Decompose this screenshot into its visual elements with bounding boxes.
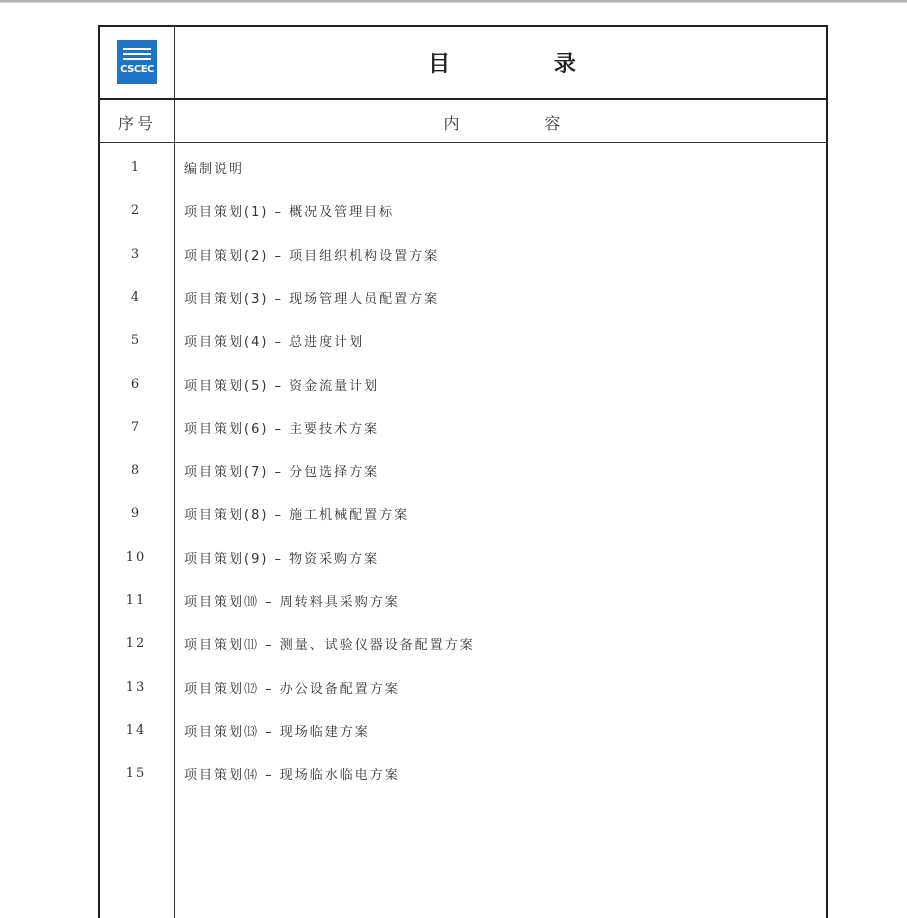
header-number: 序号 bbox=[117, 113, 156, 133]
title-divider bbox=[98, 98, 828, 100]
logo-icon bbox=[117, 40, 157, 84]
row-number: 10 bbox=[125, 549, 147, 565]
row-number: 15 bbox=[125, 766, 147, 782]
table-row bbox=[98, 233, 828, 276]
row-number: 9 bbox=[130, 506, 142, 522]
row-number: 14 bbox=[125, 722, 147, 738]
row-content: 项目策划⑿ – 办公设备配置方案 bbox=[184, 681, 400, 697]
table-row bbox=[98, 189, 828, 232]
row-number: 1 bbox=[130, 160, 142, 175]
table-row bbox=[98, 536, 828, 579]
row-content: 项目策划(6) – 主要技术方案 bbox=[184, 421, 380, 437]
row-content: 项目策划⑽ – 周转料具采购方案 bbox=[184, 595, 400, 610]
row-content: 项目策划(8) – 施工机械配置方案 bbox=[184, 508, 410, 524]
table-row bbox=[98, 666, 828, 709]
row-number: 8 bbox=[130, 463, 142, 479]
row-content: 项目策划⒁ – 现场临水临电方案 bbox=[184, 768, 400, 784]
row-number: 3 bbox=[130, 246, 142, 262]
table-row bbox=[98, 752, 828, 795]
table-row bbox=[98, 319, 828, 362]
row-number: 5 bbox=[130, 333, 142, 349]
table-row bbox=[98, 709, 828, 752]
table-row bbox=[98, 276, 828, 319]
company-logo bbox=[117, 40, 157, 84]
page-top-rule bbox=[0, 0, 907, 3]
table-row bbox=[98, 146, 828, 189]
row-number: 11 bbox=[125, 593, 147, 608]
row-content: 项目策划(9) – 物资采购方案 bbox=[184, 551, 380, 567]
document-title: 目 录 bbox=[428, 52, 624, 77]
row-number: 12 bbox=[125, 636, 147, 652]
row-content: 项目策划⑾ – 测量、试验仪器设备配置方案 bbox=[184, 638, 475, 654]
table-row bbox=[98, 363, 828, 406]
table-row bbox=[98, 406, 828, 449]
table-row bbox=[98, 449, 828, 492]
row-number: 4 bbox=[130, 289, 142, 305]
row-number: 13 bbox=[125, 679, 147, 695]
logo-text: CSCEC bbox=[120, 63, 154, 75]
row-content: 项目策划(2) – 项目组织机构设置方案 bbox=[184, 248, 440, 264]
row-content: 项目策划(7) – 分包选择方案 bbox=[184, 465, 380, 481]
table-row bbox=[98, 622, 828, 665]
row-content: 编制说明 bbox=[184, 162, 245, 177]
row-content: 项目策划(5) – 资金流量计划 bbox=[184, 378, 380, 394]
row-number: 7 bbox=[130, 419, 142, 435]
table-row bbox=[98, 579, 828, 622]
table-row bbox=[98, 492, 828, 535]
row-content: 项目策划(4) – 总进度计划 bbox=[184, 335, 365, 351]
header-content: 内 容 bbox=[443, 113, 601, 133]
row-number: 6 bbox=[130, 376, 142, 392]
row-content: 项目策划(3) – 现场管理人员配置方案 bbox=[184, 291, 440, 307]
row-content: 项目策划(1) – 概况及管理目标 bbox=[184, 205, 395, 221]
row-content: 项目策划⒀ – 现场临建方案 bbox=[184, 724, 370, 740]
row-number: 2 bbox=[130, 203, 142, 219]
